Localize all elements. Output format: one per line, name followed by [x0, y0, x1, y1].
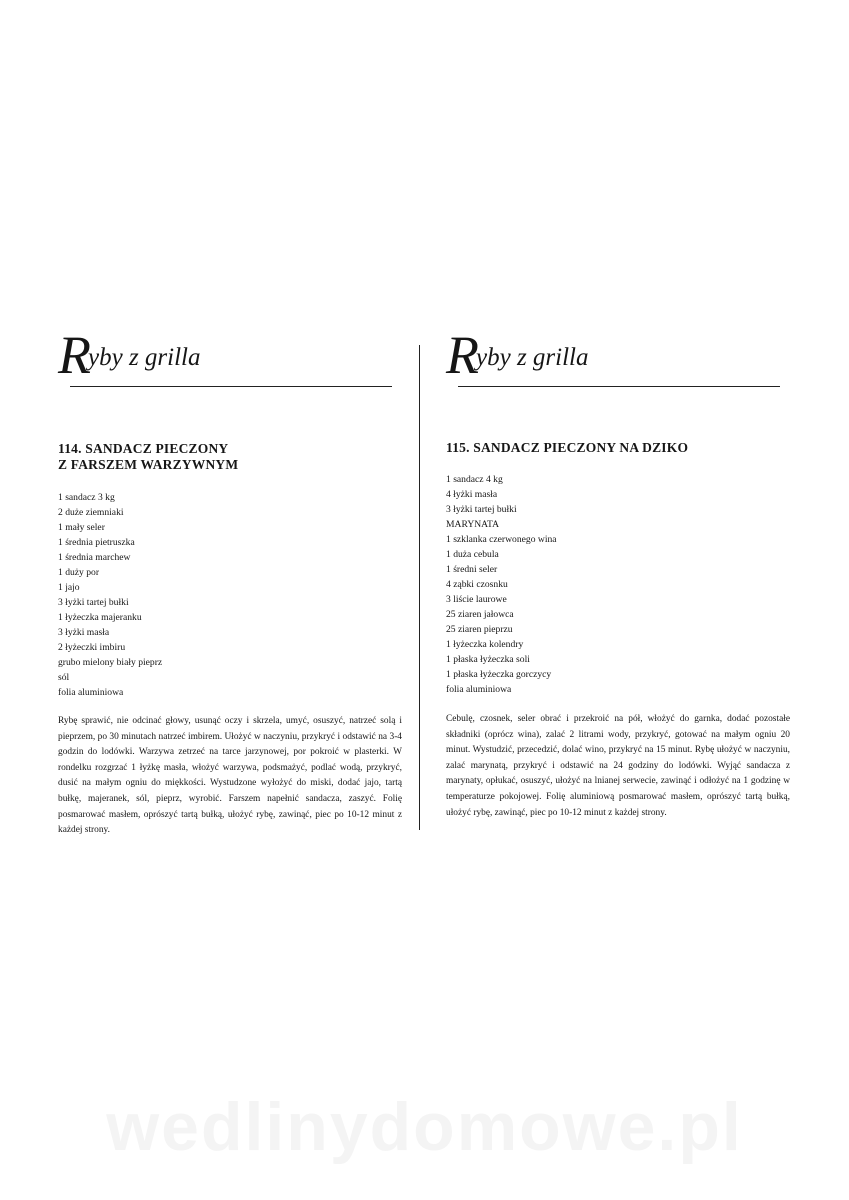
section-header — [58, 325, 402, 398]
ingredient-item: 4 ząbki czosnku — [446, 579, 508, 590]
ingredient-item: 4 łyżki masła — [446, 489, 498, 500]
recipe-title-line-1: 114. SANDACZ PIECZONY — [58, 441, 229, 456]
ingredient-item: 1 duża cebula — [446, 549, 499, 560]
ingredient-item: MARYNATA — [446, 519, 500, 530]
ingredient-item: 1 duży por — [58, 567, 100, 578]
ingredient-item: 1 średnia pietruszka — [58, 537, 135, 548]
header-rule — [70, 386, 392, 387]
page-divider — [419, 345, 420, 830]
left-page — [58, 325, 402, 839]
header-rule — [458, 386, 780, 387]
ingredient-item: 3 łyżki tartej bułki — [446, 504, 517, 515]
recipe-title: 115. SANDACZ PIECZONY NA DZIKO — [446, 440, 689, 455]
ingredient-item: 1 sandacz 3 kg — [58, 492, 115, 503]
ingredient-item: 1 sandacz 4 kg — [446, 474, 503, 485]
ingredient-list — [58, 490, 402, 700]
ingredient-item: 1 średnia marchew — [58, 552, 131, 563]
section-title-rest: yby z grilla — [88, 344, 201, 371]
ingredient-item: 3 łyżki masła — [58, 627, 110, 638]
recipe-title — [58, 441, 402, 473]
ingredient-item: 1 płaska łyżeczka soli — [446, 654, 530, 665]
ingredient-item: 3 liście laurowe — [446, 594, 507, 605]
ingredient-item: folia aluminiowa — [446, 684, 512, 695]
ingredient-item: 1 łyżeczka kolendry — [446, 639, 524, 650]
ingredient-item: 2 duże ziemniaki — [58, 507, 124, 518]
section-title-rest: yby z grilla — [476, 344, 589, 371]
section-title — [446, 325, 589, 385]
method-text: Rybę sprawić, nie odcinać głowy, usunąć oczy i skrzela, umyć, osuszyć, natrzeć solą i pieprzem, po 30 minutach natrzeć imbirem. Ułożyć w naczyniu, przykryć i odstawić na 3-4 godzin do lodówki. Warzywa zetrzeć na tarce jarzynowej, por pokroić w plasterki. W rondelku rozgrzać 1 łyżkę masła, włożyć warzywa, podsmażyć, podlać wodą, przykryć, dusić na małym ogniu do miękkości. Wystudzone wyłożyć do miski, dodać jajo, tartą bułkę, majeranek, sól, pieprz, wyrobić. Farszem napełnić sandacza, zaszyć. Folię posmarować masłem, oprószyć tartą bułką, ułożyć rybę, zawinąć, piec po 10-12 minut z każdej strony. — [58, 716, 402, 836]
ingredient-item: 1 mały seler — [58, 522, 105, 533]
ingredient-item: 1 średni seler — [446, 564, 498, 575]
ingredient-item: 2 łyżeczki imbiru — [58, 642, 126, 653]
recipe-title-line-2: Z FARSZEM WARZYWNYM — [58, 457, 239, 472]
section-title — [58, 325, 201, 385]
method-text: Cebulę, czosnek, seler obrać i przekroić na pół, włożyć do garnka, dodać pozostałe składniki (oprócz wina), zalać 2 litrami wody, przykryć, gotować na małym ogniu 20 minut. Wystudzić, przecedzić, dolać wino, przykryć na 15 minut. Rybę ułożyć w naczyniu, zalać marynatą, przykryć i odstawić na 24 godziny do lodówki. Wyjąć sandacza z marynaty, opłukać, osuszyć, ułożyć na lnianej serwecie, zawinąć i odłożyć na 1 godzinę w temperaturze pokojowej. Folię aluminiową posmarować masłem, oprószyć tartą bułką, ułożyć rybę, zawinąć, piec po 10-12 minut z każdej strony. — [446, 714, 790, 818]
ingredient-item: 1 łyżeczka majeranku — [58, 612, 142, 623]
ingredient-item: 25 ziaren jałowca — [446, 609, 514, 620]
ingredient-item: folia aluminiowa — [58, 687, 124, 698]
ingredient-item: 25 ziaren pieprzu — [446, 624, 513, 635]
ingredient-item: 3 łyżki tartej bułki — [58, 597, 129, 608]
ingredient-item: grubo mielony biały pieprz — [58, 657, 163, 668]
ingredient-list — [446, 472, 790, 697]
section-header — [446, 325, 790, 398]
ingredient-item: 1 szklanka czerwonego wina — [446, 534, 557, 545]
section-title-initial: R — [446, 325, 479, 385]
section-title-initial: R — [58, 325, 91, 385]
right-page — [446, 325, 790, 821]
ingredient-item: 1 płaska łyżeczka gorczycy — [446, 669, 552, 680]
watermark: wedlinydomowe.pl — [106, 1089, 743, 1165]
ingredient-item: sól — [58, 672, 70, 683]
ingredient-item: 1 jajo — [58, 582, 80, 593]
